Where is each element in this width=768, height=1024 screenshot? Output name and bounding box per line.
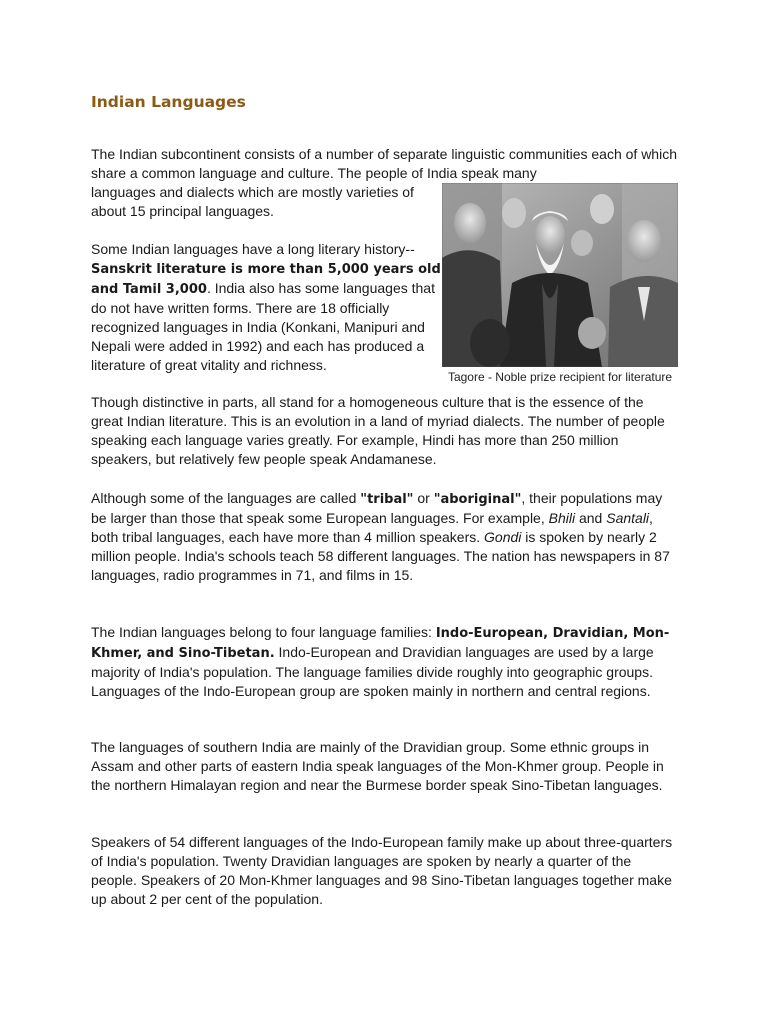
speakers-paragraph xyxy=(91,833,679,909)
southern-india-text: The languages of southern India are mainly of the Dravidian group. Some ethnic groups in Assam and other parts of eastern India speak languages of the Mon-Khmer group. People in the northern Himalayan region and near the Burmese border speak Sino-Tibetan languages. xyxy=(91,739,664,793)
page-title: Indian Languages xyxy=(91,93,246,111)
gondi-term: Gondi xyxy=(484,529,522,545)
tribal-text-d: is spoken by nearly 2 million people. India's schools teach 58 different languages. The nation has newspapers in 87 languages, radio programmes in 71, and films in 15. xyxy=(91,529,670,583)
families-text: Indo-European and Dravidian languages are used by a large majority of India's population. The language families divide roughly into geographic groups. Languages of the Indo-European group are spoken mainly in northern and central regions. xyxy=(91,644,654,699)
intro-paragraph-rest xyxy=(91,183,443,221)
tribal-or: or xyxy=(413,490,434,506)
literary-history-lead: Some Indian languages have a long literary history-- xyxy=(91,241,415,257)
tribal-text-b: , their populations may be larger than those that speak some European languages. For example, xyxy=(91,490,663,526)
speakers-text: Speakers of 54 different languages of the Indo-European family make up about three-quarters of India's population. Twenty Dravidian languages are spoken by nearly a quarter of the people. Speakers of 20 Mon-Khmer languages and 98 Sino-Tibetan languages together make up about 2 per cent of the population. xyxy=(91,834,673,907)
tagore-photo xyxy=(442,183,678,367)
bhili-term: Bhili xyxy=(548,510,576,526)
intro-text: The Indian subcontinent consists of a number of separate linguistic communities each of which share a common language and culture. The people of India speak many xyxy=(91,146,677,181)
tribal-text-a: Although some of the languages are called xyxy=(91,490,361,506)
literary-history-text: . India also has some languages that do not have written forms. There are 18 officially recognized languages in India (Konkani, Manipuri and Nepali were added in 1992) and each has produced a literature of great vitality and richness. xyxy=(91,280,435,373)
photo-caption: Tagore - Noble prize recipient for literature xyxy=(447,370,673,384)
santali-term: Santali xyxy=(606,510,650,526)
intro-text-rest: languages and dialects which are mostly varieties of about 15 principal languages. xyxy=(91,184,414,219)
families-list: Indo-European, Dravidian, Mon-Khmer, and Sino-Tibetan. xyxy=(91,626,670,661)
literary-history-highlight: Sanskrit literature is more than 5,000 years old and Tamil 3,000 xyxy=(91,262,441,297)
tribal-and: and xyxy=(575,510,607,526)
southern-india-paragraph xyxy=(91,738,679,795)
aboriginal-term: "aboriginal" xyxy=(433,492,522,507)
tagore-figure xyxy=(442,183,678,384)
families-lead: The Indian languages belong to four language families: xyxy=(91,624,436,640)
tribal-text-c: , both tribal languages, each have more than 4 million speakers. xyxy=(91,510,653,545)
tribal-languages-paragraph xyxy=(91,489,679,585)
literary-history-paragraph xyxy=(91,240,443,375)
language-families-paragraph xyxy=(91,623,679,701)
intro-paragraph-top xyxy=(91,145,679,183)
tribal-term: "tribal" xyxy=(360,492,414,507)
homogeneous-culture-paragraph xyxy=(91,393,679,469)
homogeneous-culture-text: Though distinctive in parts, all stand for a homogeneous culture that is the essence of the great Indian literature. This is an evolution in a land of myriad dialects. The number of people speaking each language varies greatly. For example, Hindi has more than 250 million speakers, but relatively few people speak Andamanese. xyxy=(91,394,665,467)
